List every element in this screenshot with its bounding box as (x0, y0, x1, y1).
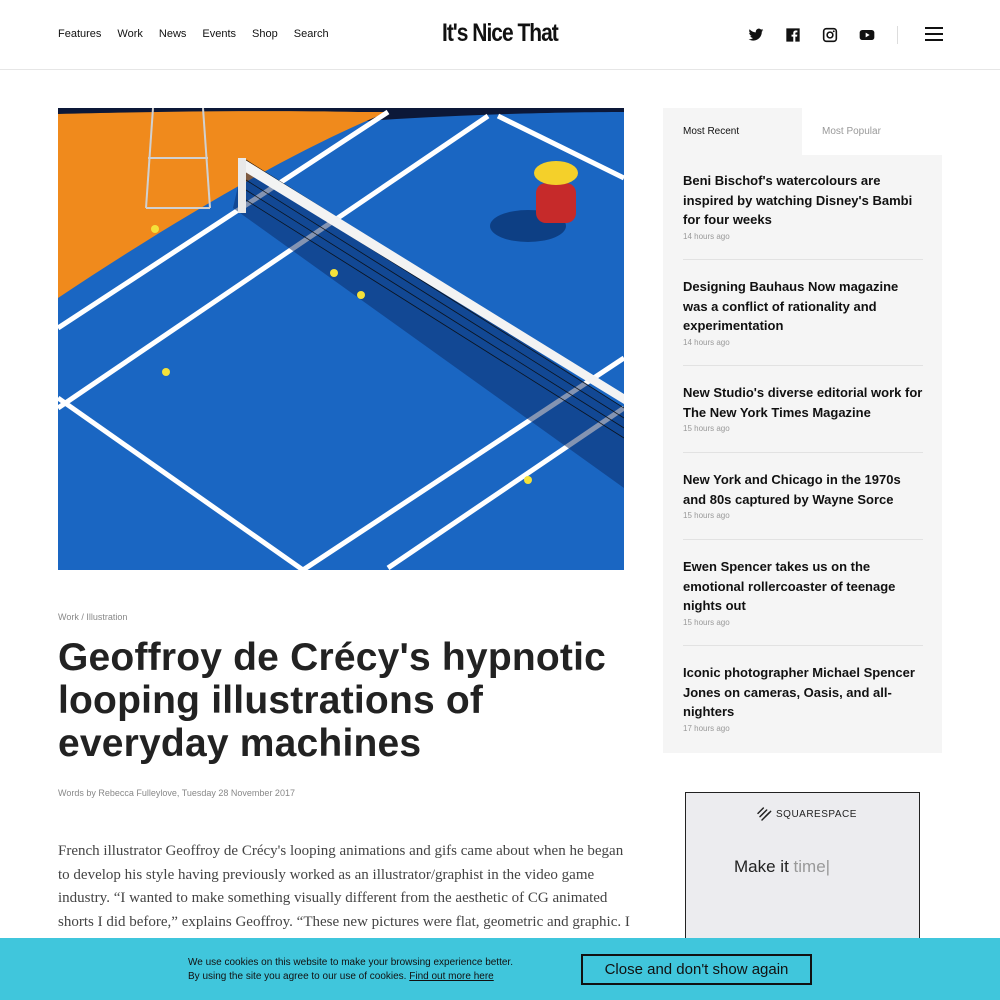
list-item-title[interactable]: New York and Chicago in the 1970s and 80s captured by Wayne Sorce (683, 472, 901, 507)
list-item[interactable] (683, 277, 923, 347)
sidebar-tabs (663, 108, 942, 155)
ad-tagline-main: Make it (734, 857, 789, 876)
twitter-icon[interactable] (748, 27, 764, 43)
list-item-title[interactable]: New Studio's diverse editorial work for The New York Times Magazine (683, 385, 923, 420)
cookie-line-2: By using the site you agree to our use of cookies. (188, 971, 407, 982)
nav-events[interactable]: Events (202, 28, 237, 40)
main-nav (58, 28, 329, 40)
article-body: French illustrator Geoffroy de Crécy's looping animations and gifs came about when he began to develop his style having previously worked as an illustrator/graphist in the video game industry. “I wanted to make something visually different from the aesthetic of CG animated shorts I did before,” explains Geoffroy. “These new pictures were flat, geometric and graphic. I (58, 843, 630, 930)
sidebar (663, 108, 942, 753)
tennis-court-illustration (58, 108, 624, 570)
list-item-time: 17 hours ago (683, 723, 730, 733)
ad-text-cursor: | (825, 857, 831, 876)
list-item-time: 14 hours ago (683, 337, 730, 347)
squarespace-ad[interactable] (685, 792, 920, 942)
nav-features[interactable]: Features (58, 28, 102, 40)
instagram-icon[interactable] (822, 27, 838, 43)
list-item-time: 15 hours ago (683, 617, 730, 627)
list-item-time: 15 hours ago (683, 424, 730, 433)
breadcrumb-work[interactable]: Work (58, 612, 79, 622)
nav-shop[interactable]: Shop (252, 28, 278, 40)
menu-icon[interactable] (925, 27, 943, 42)
tab-most-popular[interactable]: Most Popular (802, 108, 942, 155)
cookie-line-1: We use cookies on this website to make your browsing experience better. (188, 957, 513, 968)
breadcrumb (58, 612, 127, 622)
list-item[interactable] (683, 557, 923, 627)
list-item[interactable] (683, 383, 923, 433)
cookie-close-button[interactable]: Close and don't show again (581, 954, 812, 985)
list-item[interactable] (683, 663, 923, 733)
list-item[interactable] (683, 470, 923, 520)
list-divider (683, 365, 923, 366)
list-item-time: 14 hours ago (683, 231, 730, 241)
list-divider (683, 539, 923, 540)
site-logo[interactable]: It's Nice That (442, 19, 558, 47)
ad-brand-name: SQUARESPACE (776, 808, 857, 820)
youtube-icon[interactable] (859, 27, 875, 43)
article-byline: Words by Rebecca Fulleylove, Tuesday 28 November 2017 (58, 788, 295, 798)
facebook-icon[interactable] (785, 27, 801, 43)
site-header (0, 0, 1000, 70)
breadcrumb-separator: / (78, 612, 87, 622)
ad-tagline-faded: time (793, 857, 826, 876)
list-divider (683, 645, 923, 646)
cookie-more-link[interactable]: Find out more here (409, 971, 494, 982)
list-item-title[interactable]: Beni Bischof's watercolours are inspired by watching Disney's Bambi for four weeks (683, 173, 913, 227)
list-item[interactable] (683, 171, 923, 241)
list-item-title[interactable]: Designing Bauhaus Now magazine was a conflict of rationality and experimentation (683, 279, 899, 333)
list-divider (683, 259, 923, 260)
nav-news[interactable]: News (158, 28, 187, 40)
list-item-time: 15 hours ago (683, 511, 730, 520)
breadcrumb-illustration[interactable]: Illustration (86, 612, 128, 622)
social-links (748, 27, 875, 43)
tab-most-recent[interactable]: Most Recent (663, 108, 802, 155)
article-title: Geoffroy de Crécy's hypnotic looping illustrations of everyday machines (58, 636, 607, 765)
squarespace-logo-icon (756, 807, 772, 821)
cookie-banner (0, 938, 1000, 1000)
nav-work[interactable]: Work (117, 28, 143, 40)
ad-brand (756, 807, 857, 821)
list-divider (683, 452, 923, 453)
header-divider (897, 26, 898, 44)
cookie-text (188, 956, 568, 984)
hero-image (58, 108, 624, 570)
ad-tagline (734, 857, 830, 877)
nav-search[interactable]: Search (293, 28, 329, 40)
list-item-title[interactable]: Ewen Spencer takes us on the emotional rollercoaster of teenage nights out (683, 559, 896, 613)
list-item-title[interactable]: Iconic photographer Michael Spencer Jones on cameras, Oasis, and all-nighters (683, 665, 915, 719)
